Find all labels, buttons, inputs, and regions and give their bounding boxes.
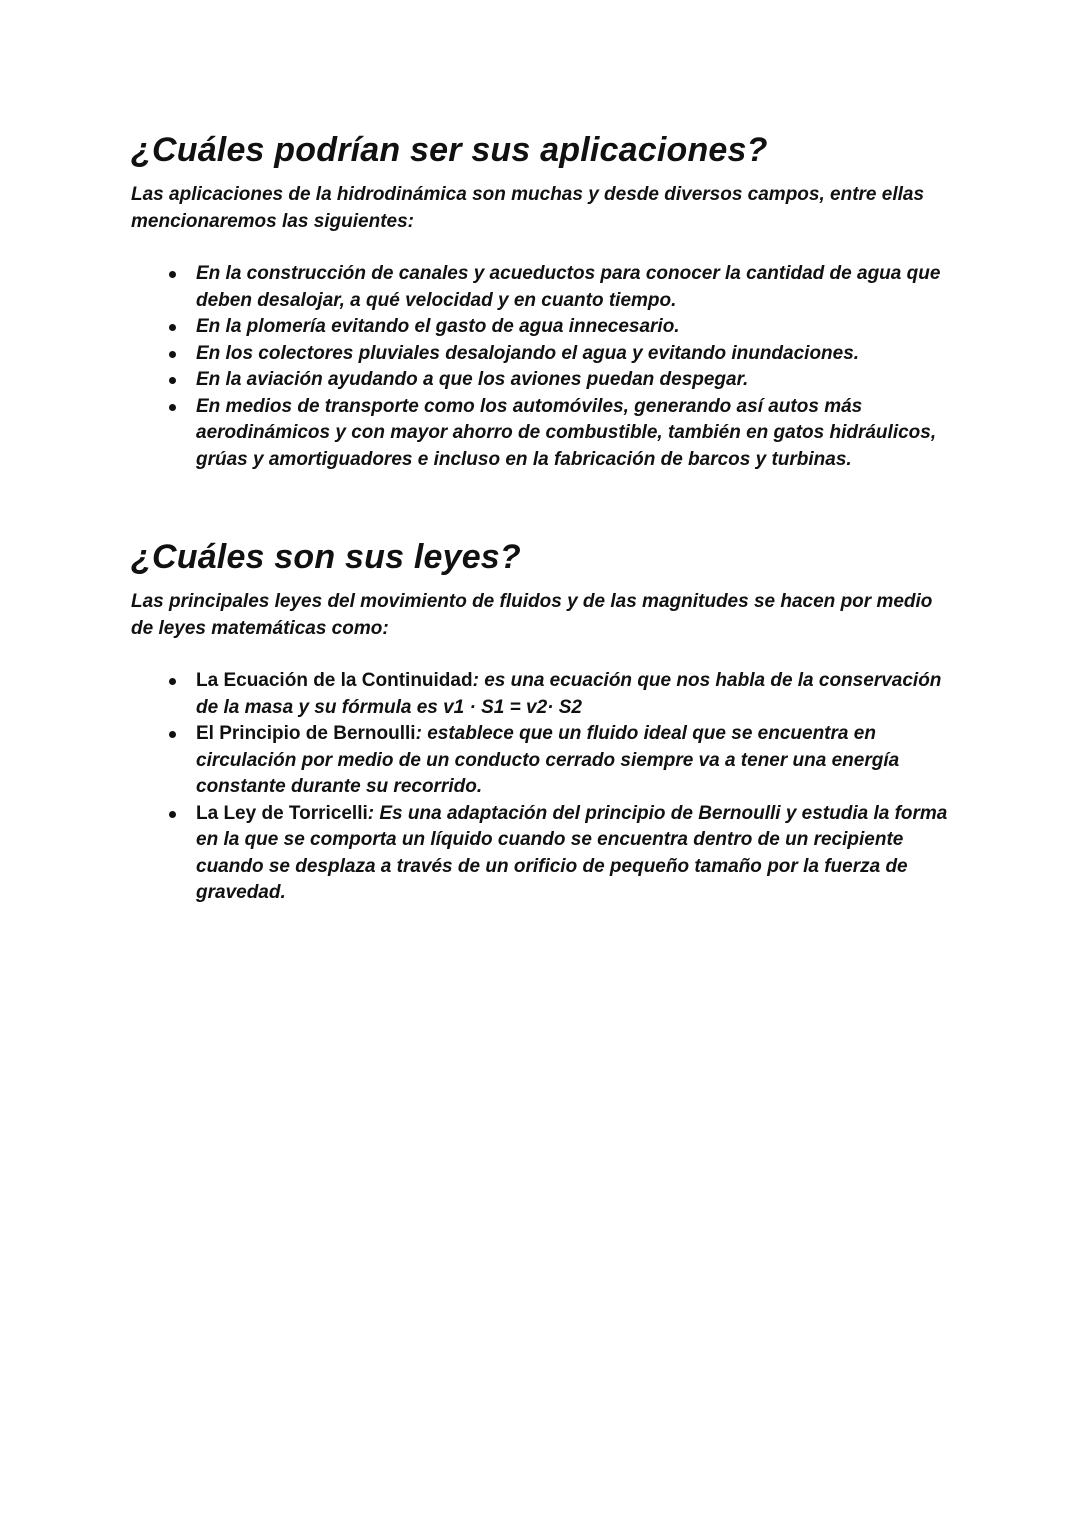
list-item xyxy=(131,721,951,801)
list-item-text: En la construcción de canales y acueductos para conocer la cantidad de agua que deben desalojar, a qué velocidad y en cuanto tiempo. xyxy=(196,263,941,311)
section-intro: Las principales leyes del movimiento de fluidos y de las magnitudes se hacen por medio de leyes matemáticas como: xyxy=(131,591,933,639)
bullet-icon xyxy=(169,731,176,738)
section-laws xyxy=(131,535,951,907)
list-item xyxy=(131,801,951,907)
law-description: : Es una adaptación del principio de Bernoulli y estudia la forma en la que se comporta un líquido cuando se encuentra dentro de un recipiente cuando se desplaza a través de un orificio de pequeño tamaño por la fuerza de gravedad. xyxy=(196,802,948,903)
list-item-text: En la plomería evitando el gasto de agua innecesario. xyxy=(196,316,680,337)
bullet-icon xyxy=(169,811,176,818)
list-item-text: En medios de transporte como los automóviles, generando así autos más aerodinámicos y con mayor ahorro de combustible, también en gatos hidráulicos, grúas y amortiguadores e incluso en la fabricación de barcos y turbinas. xyxy=(196,395,937,470)
list-item xyxy=(131,314,951,341)
law-term: El Principio de Bernoulli xyxy=(196,723,416,744)
section-intro: Las aplicaciones de la hidrodinámica son muchas y desde diversos campos, entre ellas mencionaremos las siguientes: xyxy=(131,184,925,232)
laws-list xyxy=(131,668,951,907)
list-item-text: En la aviación ayudando a que los aviones puedan despegar. xyxy=(196,369,749,390)
bullet-icon xyxy=(169,324,176,331)
section-heading: ¿Cuáles son sus leyes? xyxy=(131,538,521,576)
bullet-icon xyxy=(169,351,176,358)
law-description: : establece que un fluido ideal que se encuentra en circulación por medio de un conducto cerrado siempre va a tener una energía constante durante su recorrido. xyxy=(196,723,900,797)
list-item xyxy=(131,341,951,368)
law-term: La Ecuación de la Continuidad xyxy=(196,670,473,691)
bullet-icon xyxy=(169,404,176,411)
list-item xyxy=(131,261,951,314)
list-item xyxy=(131,394,951,474)
section-applications xyxy=(131,128,951,473)
law-description: : es una ecuación que nos habla de la conservación de la masa y su fórmula es v1 · S1 = v2· S2 xyxy=(196,670,942,718)
list-item xyxy=(131,668,951,721)
bullet-icon xyxy=(169,377,176,384)
bullet-icon xyxy=(169,678,176,685)
list-item xyxy=(131,367,951,394)
law-term: La Ley de Torricelli xyxy=(196,802,368,824)
applications-list xyxy=(131,261,951,473)
list-item-text: En los colectores pluviales desalojando el agua y evitando inundaciones. xyxy=(196,342,860,364)
section-heading: ¿Cuáles podrían ser sus aplicaciones? xyxy=(131,131,768,169)
bullet-icon xyxy=(169,271,176,278)
